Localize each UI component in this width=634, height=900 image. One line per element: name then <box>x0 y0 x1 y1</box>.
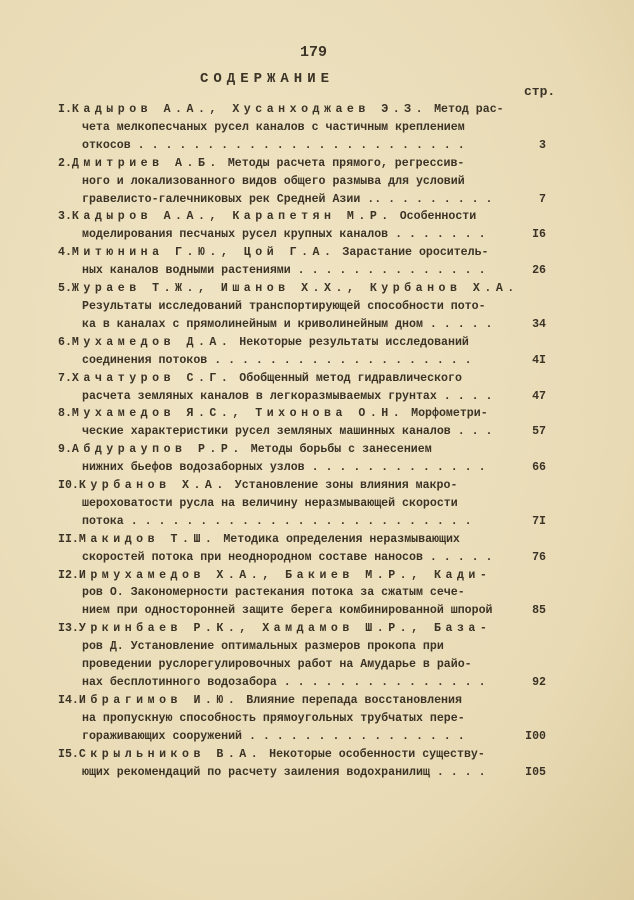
entry-line-text: расчета земляных каналов в легкоразмываемых грунтах . . . . <box>82 389 493 403</box>
toc-entry <box>58 280 558 334</box>
toc-entry <box>58 477 558 531</box>
entry-author: Абдураупов Р.Р. <box>71 443 244 457</box>
entry-page-number: 7 <box>539 192 546 206</box>
toc-entry-first-line <box>58 280 558 298</box>
toc-entry-line <box>58 710 558 728</box>
entry-line-text: ров Д. Установление оптимальных размеров прокопа при <box>82 640 444 654</box>
entry-line-text: шероховатости русла на величину неразмывающей скорости <box>82 496 458 510</box>
entry-line-text: на пропускную способность прямоугольных трубчатых пере- <box>82 711 465 725</box>
entry-page-number: 66 <box>532 461 546 475</box>
entry-number: 6. <box>58 335 72 349</box>
entry-number: 2. <box>58 156 72 170</box>
entry-page-number: 47 <box>532 389 546 403</box>
toc-entry <box>58 208 558 244</box>
toc-entry-line <box>58 316 558 334</box>
toc-entry-line <box>58 262 558 280</box>
toc-entry-first-line <box>58 692 558 710</box>
entry-number: I3. <box>58 622 79 636</box>
entry-page-number: I05 <box>525 765 546 779</box>
toc-entry-line <box>58 459 558 477</box>
entry-page-number: I6 <box>532 228 546 242</box>
toc-entry-line <box>58 423 558 441</box>
toc-entry-first-line <box>58 101 558 119</box>
toc-entry-first-line <box>58 244 558 262</box>
entry-page-number: 85 <box>532 604 546 618</box>
entry-line-text: проведении руслорегулировочных работ на Амударье в райо- <box>82 658 472 672</box>
entry-title-start: Особенности <box>392 210 477 224</box>
toc-entry-line <box>58 226 558 244</box>
toc-entry-line <box>58 352 558 370</box>
toc-entry <box>58 101 558 155</box>
entry-number: II. <box>58 532 79 546</box>
entry-number: I0. <box>58 479 79 493</box>
entry-title-start: Методы расчета прямого, регрессив- <box>220 156 465 170</box>
entry-line-text: нижних бьефов водозаборных узлов . . . . . . . . . . . . . <box>82 461 486 475</box>
entry-line-text: ческие характеристики русел земляных машинных каналов . . . <box>82 425 493 439</box>
entry-author: Хачатуров С.Г. <box>71 371 233 385</box>
entry-title-start: Влияние перепада восстановления <box>239 693 462 707</box>
entry-title-start: Некоторые результаты исследований <box>232 335 469 349</box>
toc-entry <box>58 531 558 567</box>
toc-entry <box>58 746 558 782</box>
toc-entry-line <box>58 388 558 406</box>
toc-entry <box>58 244 558 280</box>
entry-page-number: 92 <box>532 676 546 689</box>
entry-number: I. <box>58 103 72 116</box>
entry-author: Дмитриев А.Б. <box>71 156 221 170</box>
entry-author: Кадыров А.А., Хусанходжаев Э.З. <box>71 103 428 116</box>
toc-entry-first-line <box>58 405 558 423</box>
entry-line-text: откосов . . . . . . . . . . . . . . . . . . . . . . . . <box>82 138 465 152</box>
entry-number: I4. <box>58 693 79 707</box>
entry-line-text: потока . . . . . . . . . . . . . . . . . . . . . . . . . <box>82 514 472 528</box>
page-number: 179 <box>300 44 328 61</box>
entry-page-number: 4I <box>532 353 546 367</box>
toc-entry-line <box>58 513 558 531</box>
entry-line-text: нием при односторонней защите берега комбинированной шпорой <box>82 604 493 618</box>
toc-entry-line <box>58 674 558 692</box>
toc-entry-first-line <box>58 746 558 764</box>
entry-title-start: Методы борьбы с занесением <box>243 443 432 457</box>
toc-entry <box>58 370 558 406</box>
toc-entry-first-line <box>58 567 558 585</box>
entry-number: 8. <box>58 407 72 421</box>
entry-title-start: Методика определения неразмывающих <box>216 532 460 546</box>
entry-author: Макидов Т.Ш. <box>78 532 217 546</box>
toc-entry <box>58 441 558 477</box>
entry-author: Мухамедов Я.С., Тихонова О.Н. <box>71 407 405 421</box>
toc-entry-line <box>58 137 558 155</box>
toc-entry-first-line <box>58 620 558 638</box>
entry-title-start: Некоторые особенности существу- <box>262 747 485 761</box>
entry-author: Скрыльников В.А. <box>78 747 263 761</box>
entry-line-text: Результаты исследований транспортирующей способности пото- <box>82 299 486 313</box>
entry-author: Ирмухамедов Х.А., Бакиев М.Р., Кади- <box>78 568 492 582</box>
entry-page-number: 3 <box>539 138 546 152</box>
toc-entry-line <box>58 602 558 620</box>
toc-entry-line <box>58 656 558 674</box>
toc-entry-first-line <box>58 334 558 352</box>
entry-title-start: Установление зоны влияния макро- <box>227 479 458 493</box>
toc-entry-first-line <box>58 208 558 226</box>
entry-line-text: ров О. Закономерности растекания потока за сжатым сече- <box>82 586 465 600</box>
entry-page-number: I00 <box>525 729 546 743</box>
entry-number: 9. <box>58 443 72 457</box>
entry-line-text: соединения потоков . . . . . . . . . . . . . . . . . . . <box>82 353 472 367</box>
toc-entry-first-line <box>58 441 558 459</box>
toc-entry-first-line <box>58 531 558 549</box>
entry-author: Кадыров А.А., Карапетян М.Р. <box>71 210 393 224</box>
entry-number: 5. <box>58 282 72 296</box>
entry-line-text: скоростей потока при неоднородном составе наносов . . . . . <box>82 550 493 564</box>
toc-entry-line <box>58 549 558 567</box>
toc-entry <box>58 155 558 209</box>
toc-entry <box>58 620 558 692</box>
entry-line-text: ного и локализованного видов общего размыва для условий <box>82 174 465 188</box>
entry-page-number: 26 <box>532 264 546 278</box>
entry-line-text: гораживающих сооружений . . . . . . . . . . . . . . . . <box>82 729 465 743</box>
entry-line-text: моделирования песчаных русел крупных каналов . . . . . . . <box>82 228 486 242</box>
entry-number: 7. <box>58 371 72 385</box>
toc-entry-line <box>58 173 558 191</box>
toc-entry <box>58 405 558 441</box>
entry-number: I5. <box>58 747 79 761</box>
entry-page-number: 57 <box>532 425 546 439</box>
toc-entry <box>58 334 558 370</box>
toc-entry-line <box>58 764 558 782</box>
entry-number: 4. <box>58 246 72 260</box>
toc-entry-first-line <box>58 370 558 388</box>
entry-line-text: ных каналов водными растениями . . . . . . . . . . . . . . <box>82 264 486 278</box>
entry-title-start: Метод рас- <box>427 103 504 116</box>
entry-line-text: ющих рекомендаций по расчету заиления водохранилищ . . . . <box>82 765 486 779</box>
entry-line-text: нах бесплотинного водозабора . . . . . . . . . . . . . . . <box>82 676 486 689</box>
entry-line-text: ка в каналах с прямолинейным и криволинейным дном . . . . . <box>82 317 493 331</box>
toc-entry-line <box>58 728 558 746</box>
toc-entry <box>58 692 558 746</box>
toc-entry-first-line <box>58 477 558 495</box>
page-column-label: стр. <box>524 84 556 99</box>
table-of-contents <box>58 101 558 781</box>
entry-title-start: Морфометри- <box>404 407 488 421</box>
entry-page-number: 76 <box>532 550 546 564</box>
entry-author: Жураев Т.Ж., Ишанов Х.Х., Курбанов Х.А. <box>71 282 519 296</box>
entry-page-number: 34 <box>532 317 546 331</box>
entry-author: Ибрагимов И.Ю. <box>78 693 240 707</box>
toc-entry-first-line <box>58 155 558 173</box>
toc-entry-line <box>58 638 558 656</box>
toc-entry-line <box>58 584 558 602</box>
toc-entry-line <box>58 191 558 209</box>
toc-entry-line <box>58 119 558 137</box>
entry-line-text: гравелисто-галечниковых рек Средней Азии .. . . . . . . . . <box>82 192 493 206</box>
page-title: СОДЕРЖАНИЕ <box>200 71 335 87</box>
toc-entry <box>58 567 558 621</box>
entry-line-text: чета мелкопесчаных русел каналов с частичным креплением <box>82 120 465 134</box>
entry-page-number: 7I <box>532 514 546 528</box>
toc-entry-line <box>58 298 558 316</box>
toc-entry-line <box>58 495 558 513</box>
entry-number: 3. <box>58 210 72 224</box>
entry-author: Уркинбаев Р.К., Хамдамов Ш.Р., База- <box>78 622 492 636</box>
entry-title-start: Обобщенный метод гидравлического <box>232 371 462 385</box>
entry-number: I2. <box>58 568 79 582</box>
entry-title-start: Зарастание ороситель- <box>335 246 489 260</box>
entry-author: Курбанов Х.А. <box>78 479 228 493</box>
entry-author: Мухамедов Д.А. <box>71 335 233 349</box>
entry-author: Митюнина Г.Ю., Цой Г.А. <box>71 246 336 260</box>
